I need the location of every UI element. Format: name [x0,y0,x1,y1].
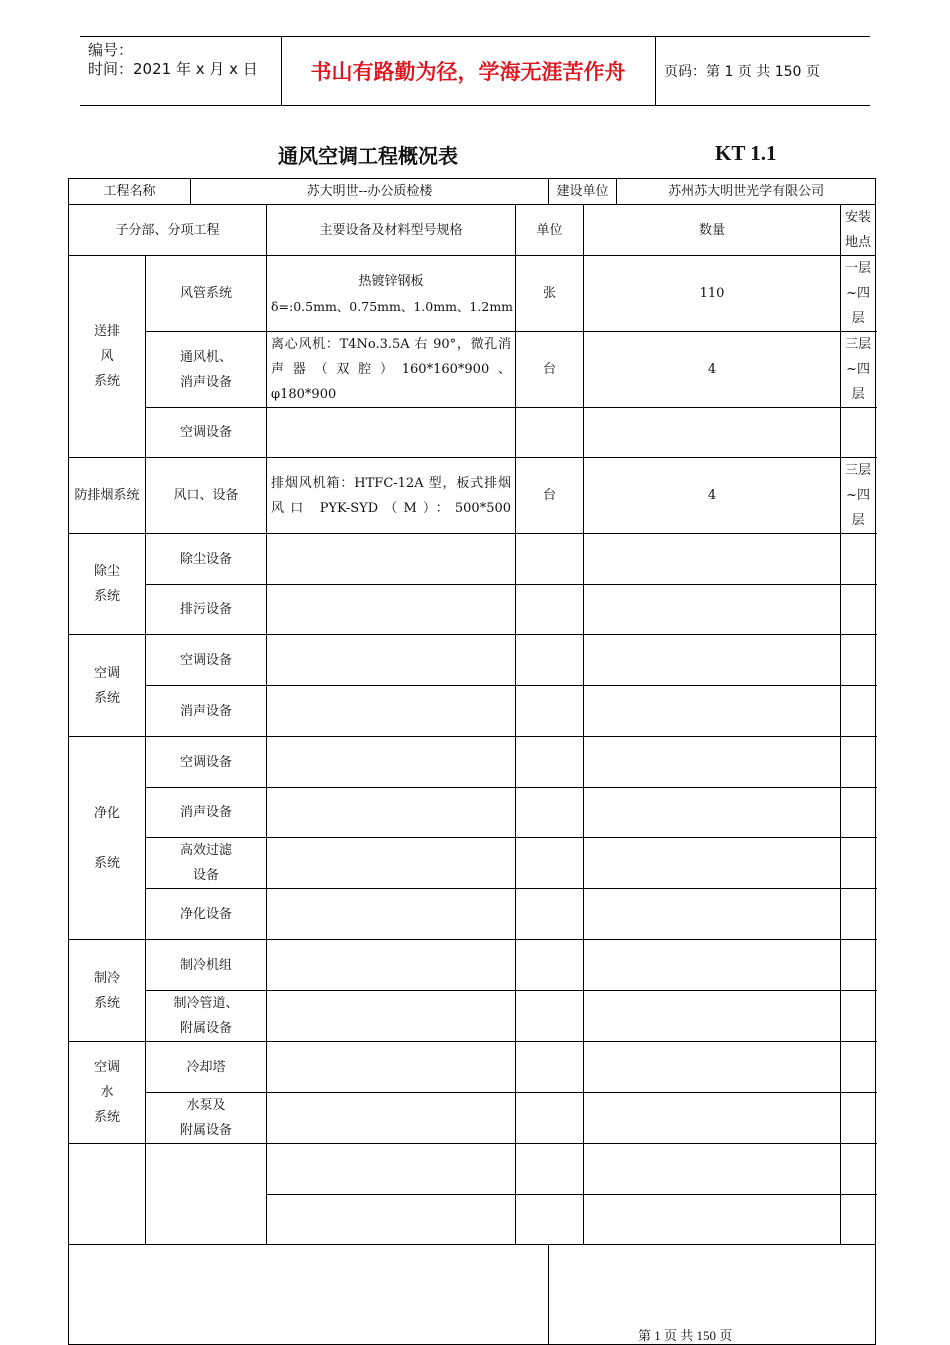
qty-cell [584,1093,841,1144]
unit-cell [516,1042,584,1093]
col-unit: 单位 [516,205,584,256]
doc-code: KT 1.1 [715,141,777,165]
spec-cell [267,838,516,889]
spec-line: 热镀锌钢板 [358,273,424,289]
location-cell [841,686,876,737]
qty-cell [584,737,841,788]
spec-cell [267,940,516,991]
spec-cell [267,1093,516,1144]
location-cell [841,1195,876,1245]
item-cell: 风管系统 [146,256,267,332]
unit-cell [516,686,584,737]
spec-cell [267,256,516,332]
spec-cell [267,1144,516,1195]
location-cell [841,1042,876,1093]
page-footer: 第 1 页 共 150 页 [638,1328,733,1343]
spec-cell [267,991,516,1042]
qty-cell [584,940,841,991]
doc-title: 通风空调工程概况表 [278,144,458,168]
item-cell: 水泵及 附属设备 [146,1093,267,1144]
remarks-left [69,1245,549,1345]
location-cell [841,737,876,788]
location-cell [841,408,876,458]
qty-cell [584,1195,841,1245]
col-location: 安装地点 [841,205,876,256]
item-cell: 消声设备 [146,686,267,737]
location-cell [841,788,876,838]
qty-cell: 4 [584,458,841,534]
spec-cell [267,534,516,585]
table-row [69,635,876,686]
table-row [69,408,876,458]
qty-cell [584,788,841,838]
project-name-label: 工程名称 [69,179,191,205]
table-row [69,991,876,1042]
table-row [69,1144,876,1195]
header-divider [655,37,656,105]
location-cell [841,534,876,585]
info-row [69,179,876,205]
item-cell [146,1144,267,1245]
header-left [88,41,258,79]
table-row [69,940,876,991]
location-cell [841,991,876,1042]
table-row [69,686,876,737]
item-cell: 制冷管道、 附属设备 [146,991,267,1042]
spec-cell: 离心风机：T4No.3.5A 右 90°，微孔消声器（双腔）160*160*900、φ180*900 [267,332,516,408]
spec-cell [267,635,516,686]
unit-cell [516,635,584,686]
qty-cell [584,585,841,635]
spec-cell [267,737,516,788]
table-row [69,585,876,635]
column-header-row [69,205,876,256]
header-page-info: 页码：第 1 页 共 150 页 [664,64,820,80]
unit-cell [516,889,584,940]
item-cell: 空调设备 [146,635,267,686]
unit-cell: 张 [516,256,584,332]
qty-cell [584,991,841,1042]
item-cell: 空调设备 [146,737,267,788]
unit-cell [516,838,584,889]
spec-cell [267,686,516,737]
item-cell: 冷却塔 [146,1042,267,1093]
table-row [69,256,876,332]
system-cell: 制冷 系统 [69,940,146,1042]
unit-cell: 台 [516,332,584,408]
location-cell [841,889,876,940]
system-cell: 空调 系统 [69,635,146,737]
spec-cell [267,585,516,635]
spec-cell [267,889,516,940]
overview-table [68,178,876,1345]
table-row [69,1093,876,1144]
unit-cell: 台 [516,458,584,534]
location-cell [841,1144,876,1195]
table-row [69,1042,876,1093]
builder-name: 苏州苏大明世光学有限公司 [617,179,876,205]
item-cell: 净化设备 [146,889,267,940]
table-row [69,889,876,940]
location-cell: 一层~四层 [841,256,876,332]
spec-cell [267,408,516,458]
qty-cell [584,635,841,686]
unit-cell [516,737,584,788]
unit-cell [516,408,584,458]
unit-cell [516,1195,584,1245]
qty-cell [584,1042,841,1093]
spec-cell [267,1195,516,1245]
system-cell: 净化 系统 [69,737,146,940]
item-cell: 排污设备 [146,585,267,635]
number-label: 编号： [88,41,134,59]
qty-cell [584,686,841,737]
qty-cell [584,889,841,940]
system-cell [69,1144,146,1245]
item-cell: 消声设备 [146,788,267,838]
location-cell: 三层~四层 [841,458,876,534]
item-cell: 高效过滤 设备 [146,838,267,889]
system-cell: 除尘 系统 [69,534,146,635]
col-subdivision: 子分部、分项工程 [69,205,267,256]
table-row [69,737,876,788]
item-cell: 制冷机组 [146,940,267,991]
table-row [69,332,876,408]
unit-cell [516,940,584,991]
system-cell: 送排 风 系统 [69,256,146,458]
system-cell: 空调 水 系统 [69,1042,146,1144]
qty-cell [584,838,841,889]
header-motto: 书山有路勤为径，学海无涯苦作舟 [310,60,626,84]
spec-line: δ=:0.5mm、0.75mm、1.0mm、1.2mm [271,298,514,314]
spec-cell [267,788,516,838]
unit-cell [516,534,584,585]
unit-cell [516,1093,584,1144]
spec-cell: 排烟风机箱：HTFC-12A 型，板式排烟风口 PYK-SYD（M）：500*500 [267,458,516,534]
unit-cell [516,991,584,1042]
qty-cell [584,408,841,458]
item-cell: 空调设备 [146,408,267,458]
qty-cell: 110 [584,256,841,332]
item-cell: 风口、设备 [146,458,267,534]
table-row [69,838,876,889]
location-cell [841,1093,876,1144]
spec-cell [267,1042,516,1093]
qty-cell: 4 [584,332,841,408]
table-row [69,534,876,585]
unit-cell [516,585,584,635]
unit-cell [516,788,584,838]
unit-cell [516,1144,584,1195]
remarks-row [69,1245,876,1345]
col-equipment: 主要设备及材料型号规格 [267,205,516,256]
table-row [69,458,876,534]
location-cell [841,585,876,635]
qty-cell [584,534,841,585]
page-header [80,36,870,106]
item-cell: 除尘设备 [146,534,267,585]
item-cell: 通风机、 消声设备 [146,332,267,408]
location-cell [841,838,876,889]
builder-label: 建设单位 [549,179,617,205]
location-cell [841,635,876,686]
col-qty: 数量 [584,205,841,256]
time-label: 时间：2021 年 x 月 x 日 [88,60,258,78]
location-cell [841,940,876,991]
project-name: 苏大明世--办公质检楼 [191,179,549,205]
qty-cell [584,1144,841,1195]
location-cell: 三层~四层 [841,332,876,408]
table-row [69,788,876,838]
system-cell: 防排烟系统 [69,458,146,534]
